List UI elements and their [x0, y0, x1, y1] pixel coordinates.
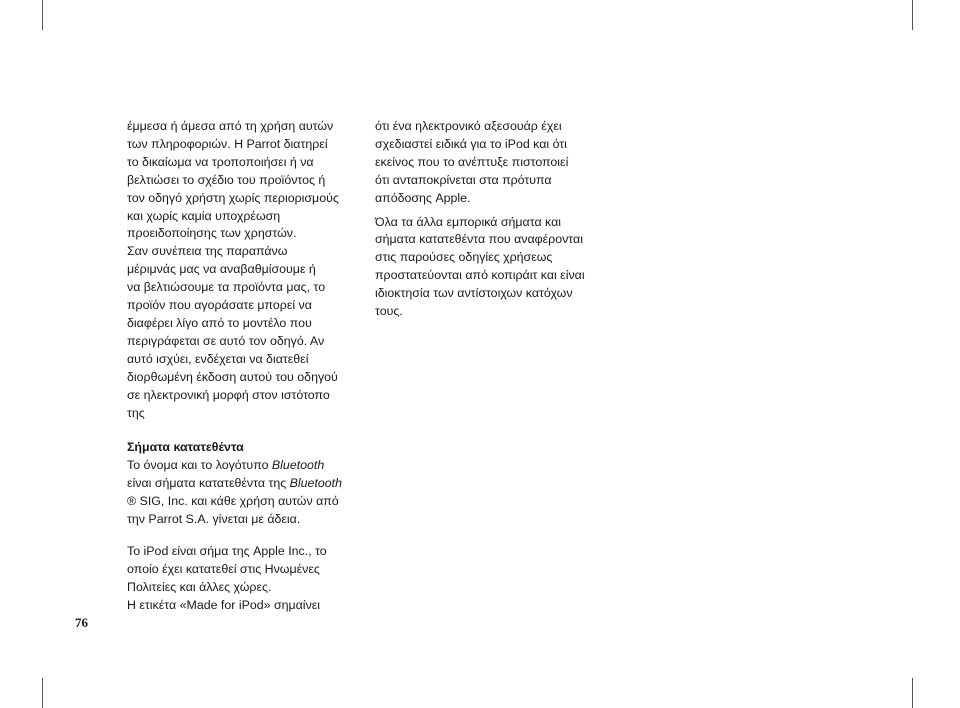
other-trademarks-paragraph: Όλα τα άλλα εμπορικά σήματα και σήματα κατατεθέντα που αναφέρονται στις παρούσες οδηγίες χρήσεως προστατεύονται από κοπιράιτ και είναι ιδιοκτησία των αντίστοιχων κατόχων τους. [375, 214, 585, 319]
trademarks-heading: Σήματα κατατεθέντα [127, 440, 244, 455]
ipod-paragraph: ότι ένα ηλεκτρονικό αξεσουάρ έχει σχεδιαστεί ειδικά για το iPod και ότι εκείνος που το ανέπτυξε πιστοποιεί ότι ανταποκρίνεται στα πρότυπα απόδοσης Apple. [375, 119, 569, 205]
intro-paragraph: έμμεσα ή άμεσα από τη χρήση αυτών των πληροφοριών. Η Parrot διατηρεί το δικαίωμα να τροποποιήσει ή να βελτιώσει το σχέδιο του προϊόντος ή τον οδηγό χρήστη χωρίς περιορισμούς και χωρίς καμία υποχρέωση προειδοποίησης των χρηστών. Σαν συνέπεια της παραπάνω μέριμνάς μας να αναβαθμίσουμε ή να βελτιώσουμε τα προϊόντα μας, το προϊόν που αγοράσατε μπορεί να διαφέρει λίγο από το μοντέλο που περιγράφεται σε αυτό τον οδηγό. Αν αυτό ισχύει, ενδέχεται να διατεθεί διορθωμένη έκδοση αυτού του οδηγού σε ηλεκτρονική μορφή στον ιστότοπο της [127, 119, 339, 420]
crop-mark-top-left [42, 0, 43, 30]
apple-paragraph: Το iPod είναι σήμα της Apple Inc., το οποίο έχει κατατεθεί στις Ηνωμένες Πολιτείες και άλλες χώρες. Η ετικέτα «Made for iPod» σημαίνει [127, 543, 327, 612]
bluetooth-text-2: είναι σήματα κατατεθέντα της [127, 476, 290, 491]
right-text-column [375, 118, 615, 321]
bluetooth-text-4: την Parrot S.A. γίνεται με άδεια. [127, 512, 301, 527]
left-text-column [127, 118, 362, 615]
page-number: 76 [75, 615, 88, 630]
bluetooth-word-1: Bluetooth [271, 458, 325, 473]
bluetooth-text-1: Το όνομα και το λογότυπο [127, 458, 272, 473]
crop-mark-top-right [912, 0, 913, 30]
bluetooth-text-3: ® SIG, Inc. και κάθε χρήση αυτών από [127, 494, 339, 509]
crop-mark-bottom-right [912, 678, 913, 708]
bluetooth-paragraph [127, 457, 362, 529]
bluetooth-word-2: Bluetooth [289, 476, 342, 491]
crop-mark-bottom-left [42, 678, 43, 708]
